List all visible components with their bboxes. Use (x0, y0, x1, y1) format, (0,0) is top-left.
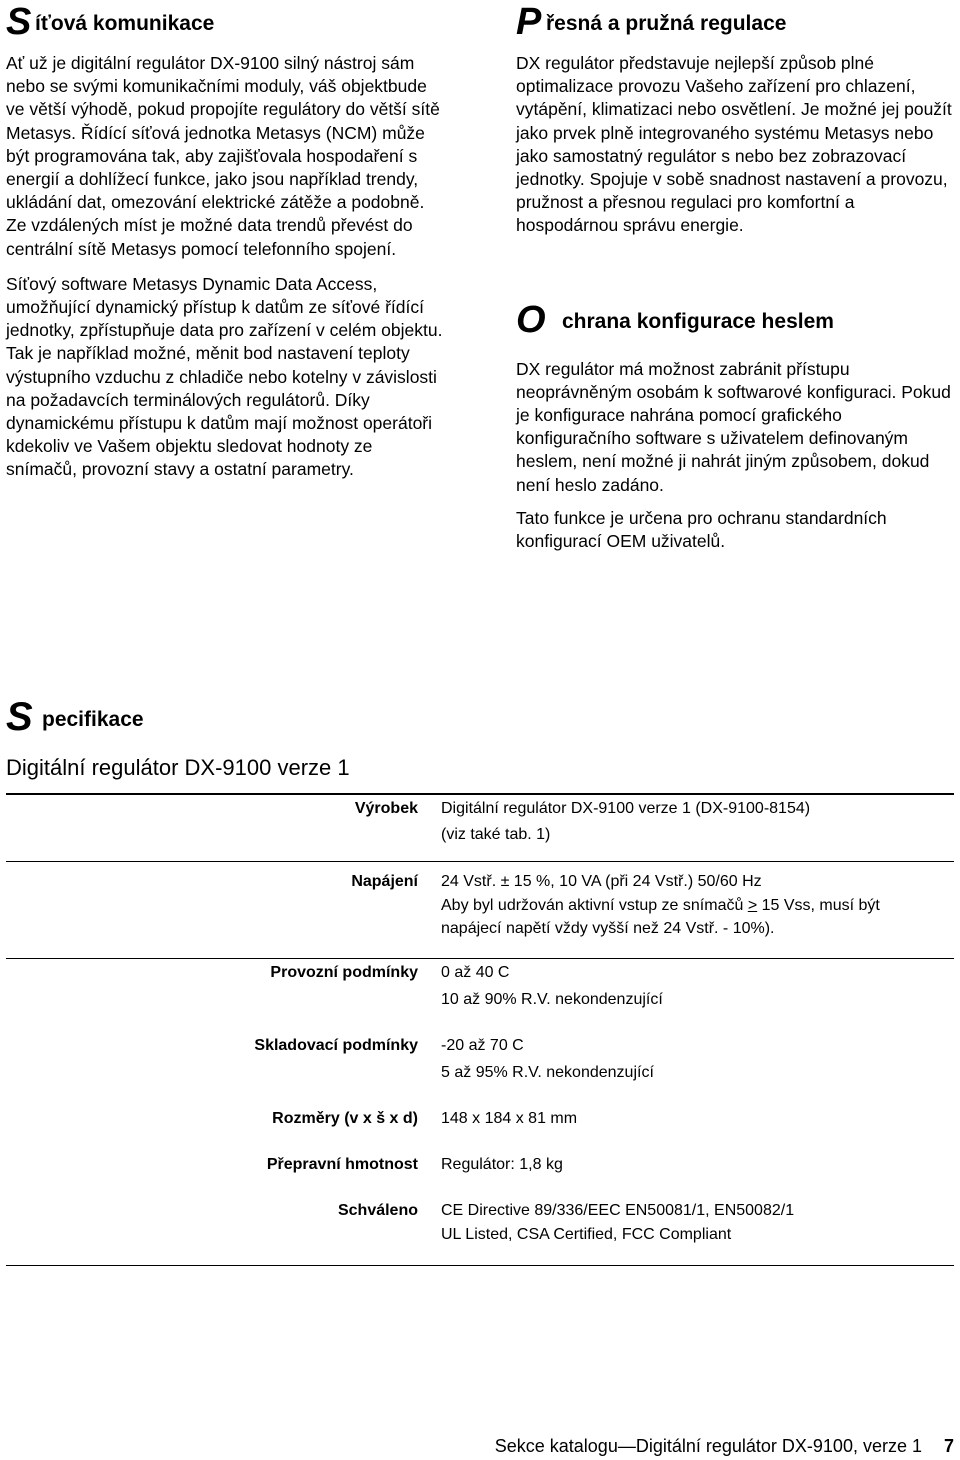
spec-value: Digitální regulátor DX-9100 verze 1 (DX-9100-8154) (viz také tab. 1) (441, 800, 811, 843)
heading-initial: P (516, 1, 542, 43)
paragraph: Tato funkce je určena pro ochranu standardních konfigurací OEM uživatelů. (516, 507, 887, 552)
spec-value: -20 až 70 C 5 až 95% R.V. nekondenzující (441, 1037, 654, 1081)
section-heading-password (516, 298, 956, 342)
spec-label: Přepravní hmotnost (266, 1156, 418, 1173)
heading-initial: O (516, 298, 546, 341)
spec-label: Výrobek (354, 800, 418, 817)
spec-value: 24 Vstř. ± 15 %, 10 VA (při 24 Vstř.) 50/60 Hz Aby byl udržován aktivní vstup ze snímačů > 15 Vss, musí být napájecí napětí vždy vyšší než 24 Vstř. - 10%). (441, 873, 880, 937)
heading-text: pecifikace (42, 708, 144, 731)
paragraph: Ať už je digitální regulátor DX-9100 silný nástroj sám nebo se svými komunikačními moduly, váš objektbude ve větší výhodě, pokud propojíte regulátory do větší sítě Metasys. Řídící síťová jednotka Metasys (NCM) může být programována tak, aby zajišťovala hospodaření s energií a dohlížecí funkce, jako jsou například trendy, ukládání dat, omezování elektrické zátěže a podobně. Ze vzdálených míst je možné data trendů převést do centrální sítě Metasys pomocí telefonního spojení. (6, 53, 440, 259)
spec-value: CE Directive 89/336/EEC EN50081/1, EN50082/1 UL Listed, CSA Certified, FCC Compliant (441, 1202, 795, 1243)
heading-text: řesná a pružná regulace (546, 12, 787, 35)
spec-value: 0 až 40 C 10 až 90% R.V. nekondenzující (441, 964, 663, 1008)
paragraph: DX regulátor má možnost zabránit přístupu neoprávněným osobám k softwarové konfiguraci. Pokud je konfigurace nahrána pomocí grafického konfiguračního software s uživatelem definovaným heslem, není možné ji nahrát jiným způsobem, dokud není heslo zadáno. (516, 358, 951, 495)
section-heading-network (6, 0, 446, 44)
paragraph: Síťový software Metasys Dynamic Data Access, umožňující dynamický přístup k datům ze síťové řídící jednotky, zpřístupňuje data pro zařízení v celém objektu. Tak je například možné, měnit bod nastavení teploty výstupního vzduchu z chladiče nebo kotelny v závislosti na požadavcích terminálových regulátorů. Díky dynamickému přístupu k datům mají možnost operátoři kdekoliv ve Vašem objektu sledovat hodnoty ze snímačů, provozní stavy a ostatní parametry. (6, 273, 443, 480)
page-number: 7 (943, 1436, 954, 1456)
heading-text: chrana konfigurace heslem (562, 309, 834, 333)
heading-text: íťová komunikace (35, 12, 215, 35)
right-column (516, 0, 956, 553)
heading-initial: S (6, 1, 32, 43)
spec-label: Skladovací podmínky (254, 1037, 418, 1054)
section-heading-regulation (516, 0, 956, 44)
footer-text: Sekce katalogu—Digitální regulátor DX-9100, verze 1 (494, 1436, 922, 1456)
spec-subtitle: Digitální regulátor DX-9100 verze 1 (6, 755, 350, 780)
spec-label: Provozní podmínky (270, 964, 418, 981)
section-heading-spec (6, 692, 406, 742)
spec-label: Schváleno (337, 1202, 418, 1219)
left-column (6, 0, 446, 482)
divider (6, 793, 954, 795)
divider (6, 958, 954, 959)
ge-symbol: > (747, 896, 758, 914)
spec-label: Napájení (351, 873, 418, 890)
page-footer (495, 1434, 954, 1458)
heading-initial: S (6, 695, 33, 739)
spec-value: Regulátor: 1,8 kg (441, 1156, 563, 1173)
divider (6, 1265, 954, 1266)
spec-value: 148 x 184 x 81 mm (441, 1110, 578, 1127)
divider (6, 861, 954, 862)
spec-label: Rozměry (v x š x d) (272, 1110, 418, 1127)
paragraph: DX regulátor představuje nejlepší způsob plné optimalizace provozu Vašeho zařízení pro chlazení, vytápění, klimatizaci nebo osvětlení. Je možné jej použít jako prvek plně integrovaného systému Metasys nebo jako samostatný regulátor s nebo bez zobrazovací jednotky. Spojuje v sobě snadnost nastavení a provozu, pružnost a přesnou regulaci pro komfortní a hospodárnou správu energie. (516, 53, 952, 236)
